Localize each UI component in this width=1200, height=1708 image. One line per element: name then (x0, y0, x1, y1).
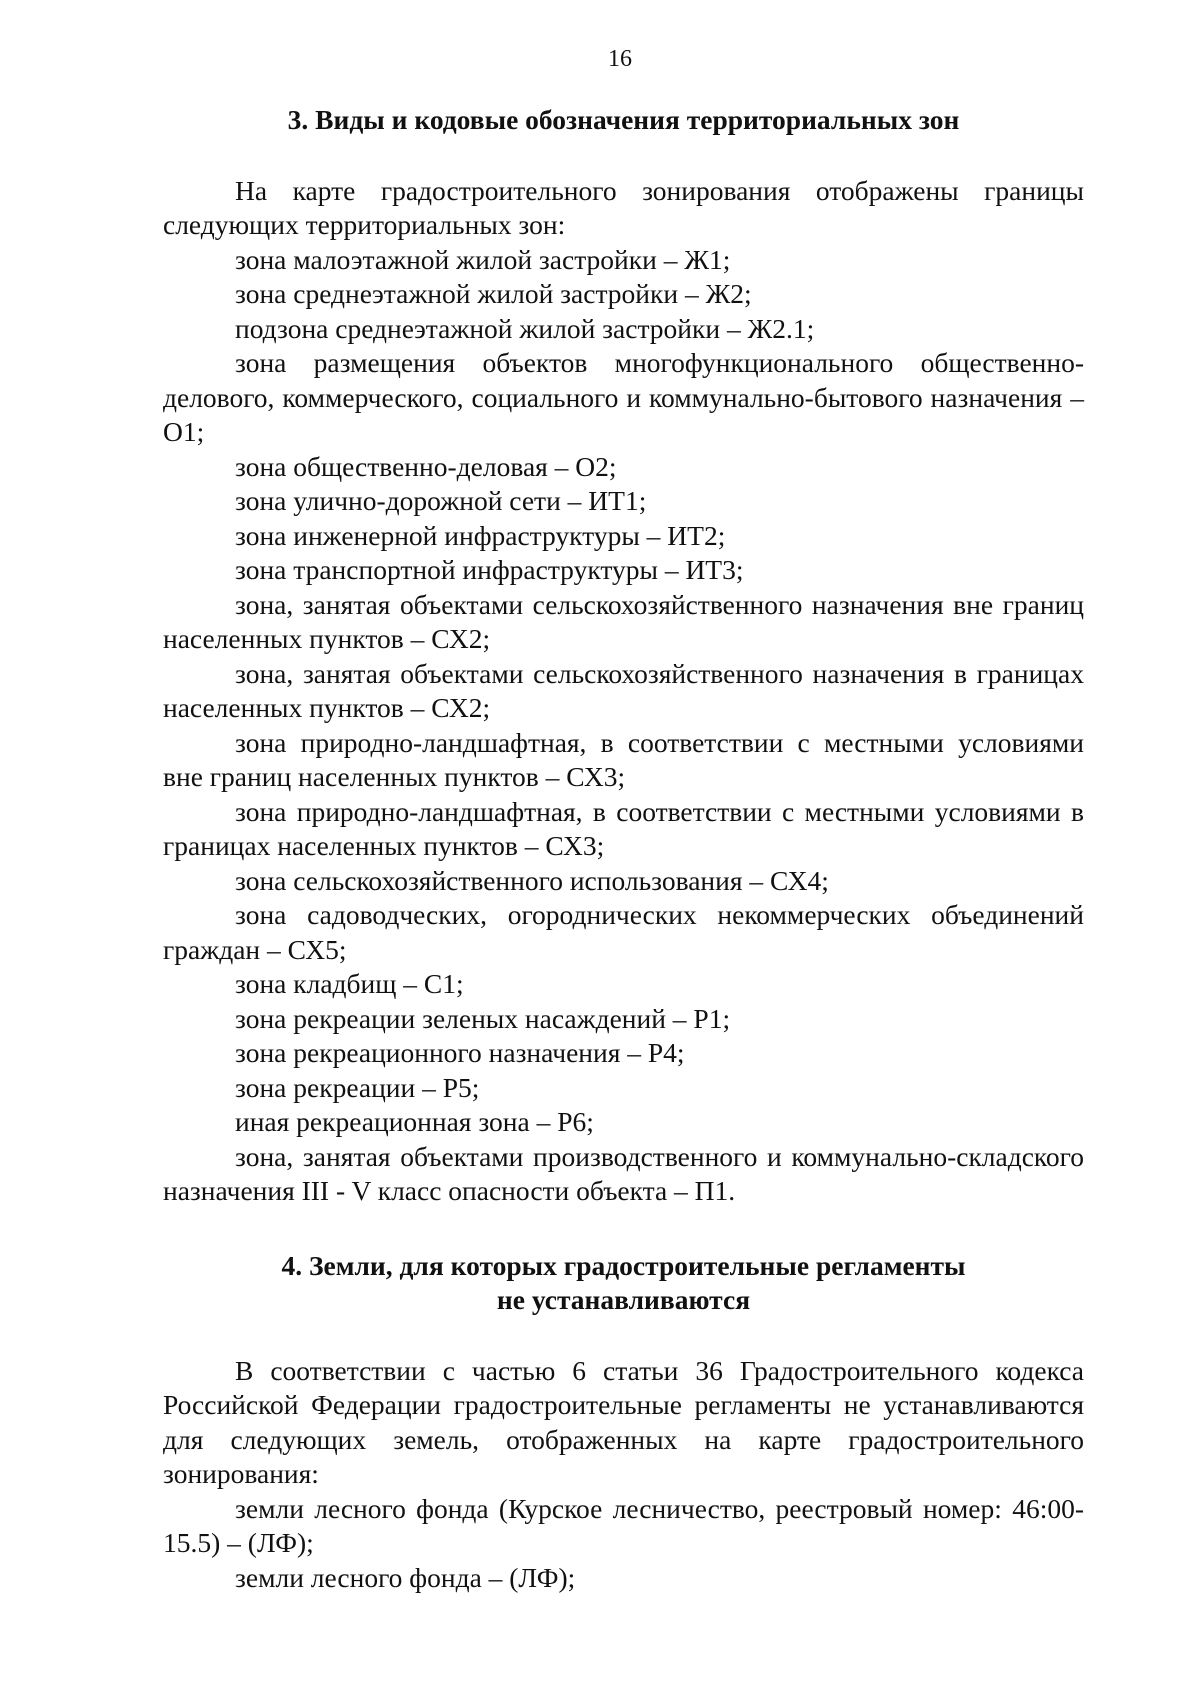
zone-item-it2: зона инженерной инфраструктуры – ИТ2; (235, 519, 726, 551)
section-4-title-line-2: не устанавливаются (496, 1284, 751, 1315)
section-4-body (163, 1354, 1084, 1596)
zone-item-it3: зона транспортной инфраструктуры – ИТ3; (235, 554, 744, 585)
zone-item-it1: зона улично-дорожной сети – ИТ1; (235, 485, 647, 516)
zone-item-p1-recreation: зона рекреации зеленых насаждений – Р1; (235, 1002, 731, 1034)
spacer (163, 1209, 1084, 1249)
zone-item-p6: иная рекреационная зона – Р6; (235, 1106, 594, 1137)
document-body (163, 103, 1084, 1595)
zone-item-o2: зона общественно-деловая – О2; (235, 450, 617, 482)
zone-item-sx3-outside: зона природно-ландшафтная, в соответствии с местными условиями вне границ населенных пунктов – СХ3; (163, 726, 1084, 792)
section-3-intro: На карте градостроительного зонирования отображены границы следующих территориальных зон: (163, 174, 1084, 240)
spacer (163, 138, 1084, 174)
section-4-heading (163, 1249, 1084, 1318)
spacer (163, 1318, 1084, 1354)
zone-item-zh1: зона малоэтажной жилой застройки – Ж1; (235, 243, 731, 275)
zone-item-sx2-inside: зона, занятая объектами сельскохозяйственного назначения в границах населенных пунктов – СХ2; (163, 657, 1084, 723)
zone-item-zh2: зона среднеэтажной жилой застройки – Ж2; (235, 278, 752, 309)
zone-item-p4: зона рекреационного назначения – Р4; (235, 1037, 685, 1068)
zone-item-p1-industrial: зона, занятая объектами производственного и коммунально-складского назначения III - V класс опасности объекта – П1. (163, 1140, 1084, 1206)
section-3-heading (163, 103, 1084, 138)
zone-item-zh2-1: подзона среднеэтажной жилой застройки – Ж2.1; (235, 312, 815, 344)
zone-item-sx4: зона сельскохозяйственного использования – СХ4; (235, 864, 829, 896)
section-4-title-line-1: 4. Земли, для которых градостроительные регламенты (281, 1249, 966, 1281)
zone-item-sx3-inside: зона природно-ландшафтная, в соответствии с местными условиями в границах населенных пунктов – СХ3; (163, 795, 1084, 861)
land-item-lf-kursk: земли лесного фонда (Курское лесничество, реестровый номер: 46:00-15.5) – (ЛФ); (163, 1492, 1084, 1558)
zone-item-c1: зона кладбищ – С1; (235, 968, 464, 999)
section-3-title: 3. Виды и кодовые обозначения территориальных зон (287, 104, 960, 135)
section-4-intro: В соответствии с частью 6 статьи 36 Градостроительного кодекса Российской Федерации градостроительные регламенты не устанавливаются для следующих земель, отображенных на карте градостроительного зонирования: (163, 1354, 1084, 1489)
page-number: 16 (608, 46, 632, 72)
zone-item-sx5: зона садоводческих, огороднических некоммерческих объединений граждан – СХ5; (163, 899, 1084, 965)
zone-item-p5: зона рекреации – Р5; (235, 1071, 480, 1103)
zone-item-o1: зона размещения объектов многофункционального общественно-делового, коммерческого, социального и коммунально-бытового назначения – О1; (163, 347, 1084, 447)
zone-item-sx2-outside: зона, занятая объектами сельскохозяйственного назначения вне границ населенных пунктов – СХ2; (163, 588, 1084, 654)
land-item-lf: земли лесного фонда – (ЛФ); (235, 1561, 576, 1593)
section-3-body (163, 174, 1084, 1209)
